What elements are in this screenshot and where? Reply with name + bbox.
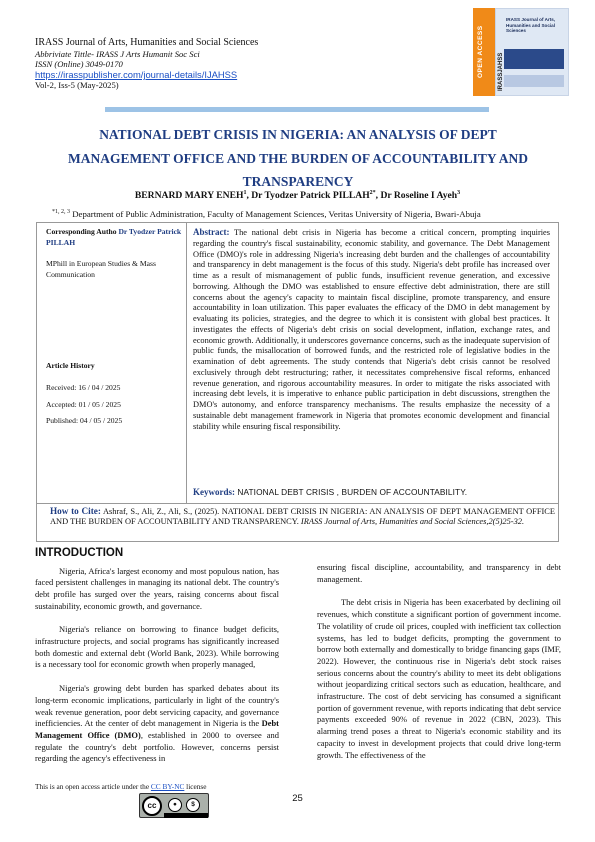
corresponding-author-name: Dr Tyodzer Patrick PILLAH — [46, 227, 182, 247]
citation — [50, 506, 555, 528]
journal-header — [35, 37, 455, 91]
paragraph-1: Nigeria, Africa's largest economy and most populous nation, has faced persistent challenges in managing its national debt. The country's debt profile has surged over the years, raising concerns about fiscal sustainability, economic growth, and governance. — [35, 565, 279, 611]
paragraph-3-continued: ensuring fiscal discipline, accountability, and transparency in debt management. — [317, 562, 561, 584]
cover-band — [504, 49, 564, 69]
citation-label: How to Cite: — [50, 506, 101, 516]
cc-icon: cc — [142, 796, 162, 816]
affiliation-text: Department of Public Administration, Faculty of Management Sciences, Veritas University of Nigeria, Bwari-Abuja — [70, 209, 481, 219]
abstract-label: Abstract: — [193, 227, 230, 237]
license-link[interactable]: CC BY-NC — [150, 782, 185, 791]
noncommercial-icon: $ — [186, 798, 200, 812]
article-history — [46, 360, 186, 432]
article-history-label: Article History — [46, 361, 95, 370]
cover-title: IRASS Journal of Arts, Humanities and Social Sciences — [506, 17, 556, 34]
article-title: NATIONAL DEBT CRISIS IN NIGERIA: AN ANALYSIS OF DEPT MANAGEMENT OFFICE AND THE BURDEN OF ACCOUNTABILITY AND TRANSPARENCY — [68, 127, 528, 189]
journal-name: IRASS Journal of Arts, Humanities and Social Sciences — [35, 37, 259, 48]
abstract-text: The national debt crisis in Nigeria has become a critical concern, prompting inquiries regarding the country's fiscal sustainability, economic stability, and governance. The Debt Management Office (DMO)'s role in addressing Nigeria's increasing debt burden and the challenges of accountability and transparency in debt management is the focus of this study. Nigeria's debt profile has increased over time as a result of mismanagement of public funds, insufficient revenue generation, and excessive borrowing. Although the DMO was established to ensure effective debt administration, there are still concerns about the agency's capacity to maintain fiscal discipline, promote transparency, and ensure accountability in loan utilization. This paper evaluates the efficacy of the DMO in debt management by evaluating its policies, strategies, and the degree to which it is consistent with global best practices. It investigates the effects of Nigeria's debt crisis on social development, inflation, exchange rates, and economic growth. Additionally, it underscores governance concerns, such as the inadequate supervision of public funds, the misallocation of borrowed funds, and the restricted role of legislative bodies in the examination of debt agreements. The study contends that Nigeria's debt crisis cannot be resolved exclusively through debt restructuring; rather, it necessitates comprehensive fiscal reforms, enhanced revenue generation, and rigorous accountability measures. In order to mitigate the risks associated with increasing debt levels, it is imperative to enhance public participation in debt discussions, strengthen the DMO's autonomy, and enforce transparency mechanisms. The results emphasize the necessity of a sustainable debt management framework in Nigeria that promotes economic development and financial stability while ensuring fiscal responsibility. — [193, 228, 550, 431]
citation-text: Ashraf, S., Ali, Z., Ali, S., (2025). NATIONAL DEBT CRISIS IN NIGERIA: AN ANALYSIS OF DEPT MANAGEMENT OFFICE AND THE BURDEN OF ACCOUNTABILITY AND TRANSPARENCY. — [50, 507, 555, 527]
introduction-heading: INTRODUCTION — [35, 547, 124, 559]
right-column — [317, 562, 561, 773]
license-suffix: license — [184, 782, 207, 791]
cover-body — [495, 8, 569, 96]
author-2: , Dr Tyodzer Patrick PILLAH — [246, 190, 370, 202]
journal-issn: ISSN (Online) 3049-0170 — [35, 59, 123, 70]
author-qualification: MPhill in European Studies & Mass Communication — [46, 259, 156, 279]
paragraph-2: Nigeria's reliance on borrowing to finance budget deficits, infrastructure projects, and social programs has significantly increased both domestic and external debt (World Bank, 2023). While borrowing is a necessary tool for economic growth when properly managed, — [35, 624, 279, 670]
author-2-sup: 2* — [369, 190, 376, 196]
left-column — [35, 546, 279, 777]
open-access-label: OPEN ACCESS — [477, 25, 484, 78]
dmo-term: Debt Management Office (DMO) — [35, 718, 279, 740]
header-divider-bar — [105, 107, 489, 112]
paragraph-4: The debt crisis in Nigeria has been exacerbated by declining oil revenues, which constitute a significant portion of government income. The volatility of crude oil prices, coupled with inefficient tax collection systems, has led to budget deficits, prompting the government to borrow both externally and domestically to bridge financing gaps (IMF, 2022). However, the continuous rise in Nigeria's debt stock raises serious concerns about the country's ability to meet its debt obligations without jeopardizing critical sectors such as education, healthcare, and infrastructure. The cost of debt servicing has consumed a significant portion of government revenue, with reports indicating that debt service payments exceeded 90% of revenue in 2022 (CBN, 2023). This alarming trend poses a threat to Nigeria's economic stability and its capacity to invest in development projects that could drive long-term growth. The effectiveness of the — [317, 597, 561, 760]
affiliation — [52, 209, 572, 219]
accepted-date: Accepted: 01 / 05 / 2025 — [46, 399, 121, 409]
journal-cover-image — [473, 8, 569, 96]
author-1: BERNARD MARY ENEH — [134, 190, 244, 202]
citation-journal: IRASS Journal of Arts, Humanities and Social Sciences,2(5)25-32. — [300, 517, 525, 527]
received-date: Received: 16 / 04 / 2025 — [46, 383, 121, 392]
published-date: Published: 04 / 05 / 2025 — [46, 416, 123, 425]
author-3-sup: 3 — [457, 190, 461, 196]
license-prefix: This is an open access article under the — [35, 782, 151, 791]
journal-abbreviation: Abbriviate Tittle- IRASS J Arts Humanit Soc Sci — [35, 49, 200, 59]
open-access-strip — [473, 8, 495, 96]
article-info-sidebar — [46, 226, 186, 425]
keywords — [193, 487, 553, 497]
author-3: , Dr Roseline I Ayeh — [375, 190, 458, 202]
keywords-value: NATIONAL DEBT CRISIS , BURDEN OF ACCOUNTABILITY. — [235, 487, 468, 497]
page-number: 25 — [292, 793, 303, 804]
license-note — [35, 782, 206, 791]
journal-volume: Vol-2, Iss-5 (May-2025) — [35, 80, 119, 91]
abstract-divider — [186, 223, 187, 503]
paragraph-3-start: Nigeria's growing debt burden has sparked debates about its long-term economic implications, particularly in light of the country's weak revenue generation, poor debt servicing capacity, and governance inefficiencies. At the center of debt management in Nigeria is the — [35, 683, 279, 729]
paragraph-3 — [35, 683, 279, 765]
journal-link[interactable]: https://irasspublisher.com/journal-details/IJAHSS — [35, 68, 238, 80]
keywords-label: Keywords: — [193, 487, 235, 497]
cover-side-text: IRASSJAHSS — [498, 52, 504, 91]
abstract — [193, 227, 550, 432]
badge-text-band — [164, 813, 208, 818]
corresponding-author-label: Corresponding Autho — [46, 227, 117, 236]
paragraph-3-end: , established in 2000 to oversee and regulate the country's debt portfolio. However, concerns persist regarding the agency's effectiveness in — [35, 729, 279, 764]
cover-footer-band — [504, 75, 564, 87]
author-line — [35, 190, 560, 201]
author-1-sup: 1 — [243, 190, 247, 196]
affiliation-sup: *1, 2, 3 — [52, 209, 70, 216]
attribution-icon: ● — [168, 798, 182, 812]
